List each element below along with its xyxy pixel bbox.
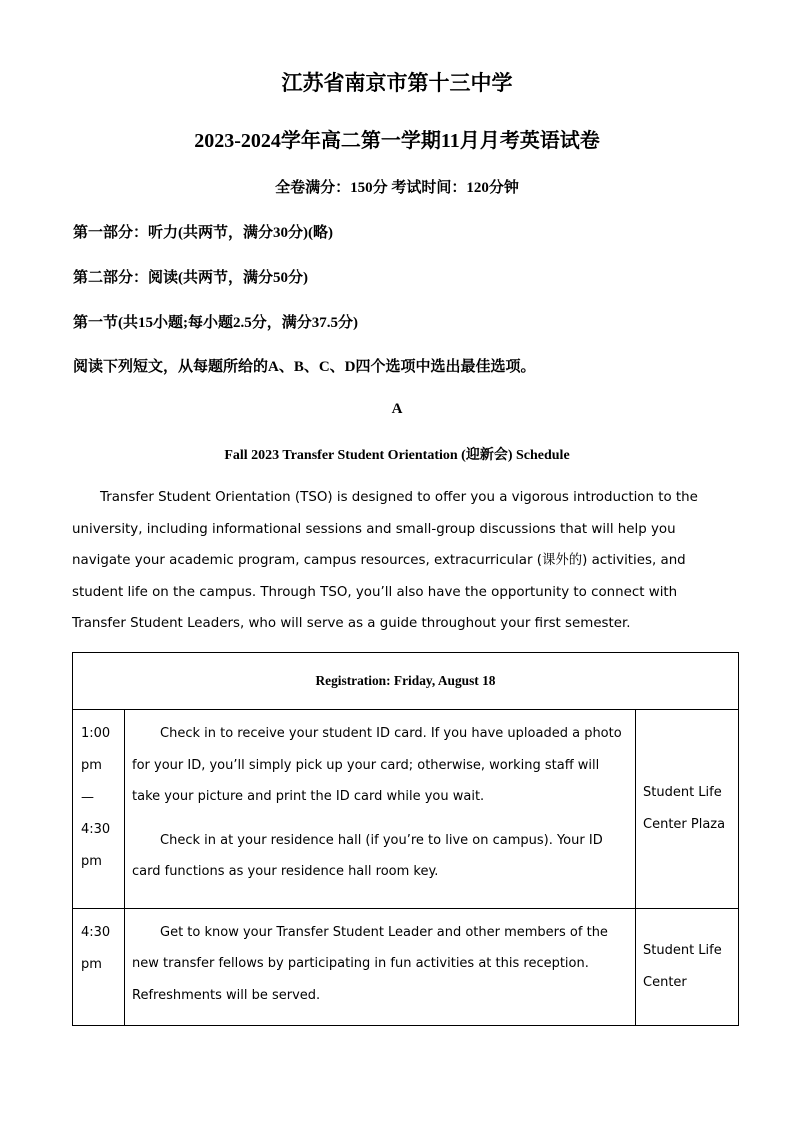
table-row [73,908,739,1026]
schedule-header-row [73,653,739,710]
exam-meta: 全卷满分：150分 考试时间：120分钟 [275,180,519,196]
part2-heading: 第二部分：阅读(共两节，满分50分) [73,270,308,286]
school-title: 江苏省南京市第十三中学 [281,71,513,95]
location-cell [636,710,739,909]
passage-title: Fall 2023 Transfer Student Orientation (迎新会) Schedule [224,448,570,463]
time-cell [73,710,125,909]
location-cell [636,908,739,1026]
time-cell [73,908,125,1026]
location-line: Center Plaza [643,816,726,832]
time-end-ampm: pm [81,854,102,869]
description-paragraph: Get to know your Transfer Student Leader and other members of the new transfer fellows by participating in fun activities at this reception. Refreshments will be served. [132,924,608,1003]
part1-heading: 第一部分：听力(共两节，满分30分)(略) [73,225,333,241]
time-start-ampm: pm [81,956,102,972]
location-line: Center [643,974,687,990]
location-line: Student Life [643,784,722,800]
time-start: 1:00 [81,726,111,741]
description-paragraph: Check in at your residence hall (if you’re to live on campus). Your ID card functions as your residence hall room key. [132,832,603,879]
description-cell [125,908,636,1026]
description-cell [125,710,636,909]
description-paragraph: Check in to receive your student ID card. If you have uploaded a photo for your ID, you’ll simply pick up your card; otherwise, working staff will take your picture and print the ID card while you wait. [132,726,622,804]
time-start: 4:30 [81,924,111,940]
time-separator: — [81,790,94,805]
schedule-table [72,652,739,1026]
time-end: 4:30 [81,822,111,837]
section1-heading: 第一节(共15小题;每小题2.5分，满分37.5分) [73,315,358,331]
table-row [73,710,739,909]
exam-title: 2023-2024学年高二第一学期11月月考英语试卷 [194,130,600,152]
instruction: 阅读下列短文，从每题所给的A、B、C、D四个选项中选出最佳选项。 [73,359,536,375]
time-start-ampm: pm [81,758,102,773]
passage-letter: A [391,401,403,417]
location-line: Student Life [643,942,722,958]
passage-intro: Transfer Student Orientation (TSO) is designed to offer you a vigorous introduction to the university, including informational sessions and small-group discussions that will help you navigate your academic program, campus resources, extracurricular (课外的) activities, and student life on the campus. Through TSO, you’ll also have the opportunity to connect with Transfer Student Leaders, who will serve as a guide throughout your first semester. [72,490,698,631]
schedule-header: Registration: Friday, August 18 [73,653,739,710]
